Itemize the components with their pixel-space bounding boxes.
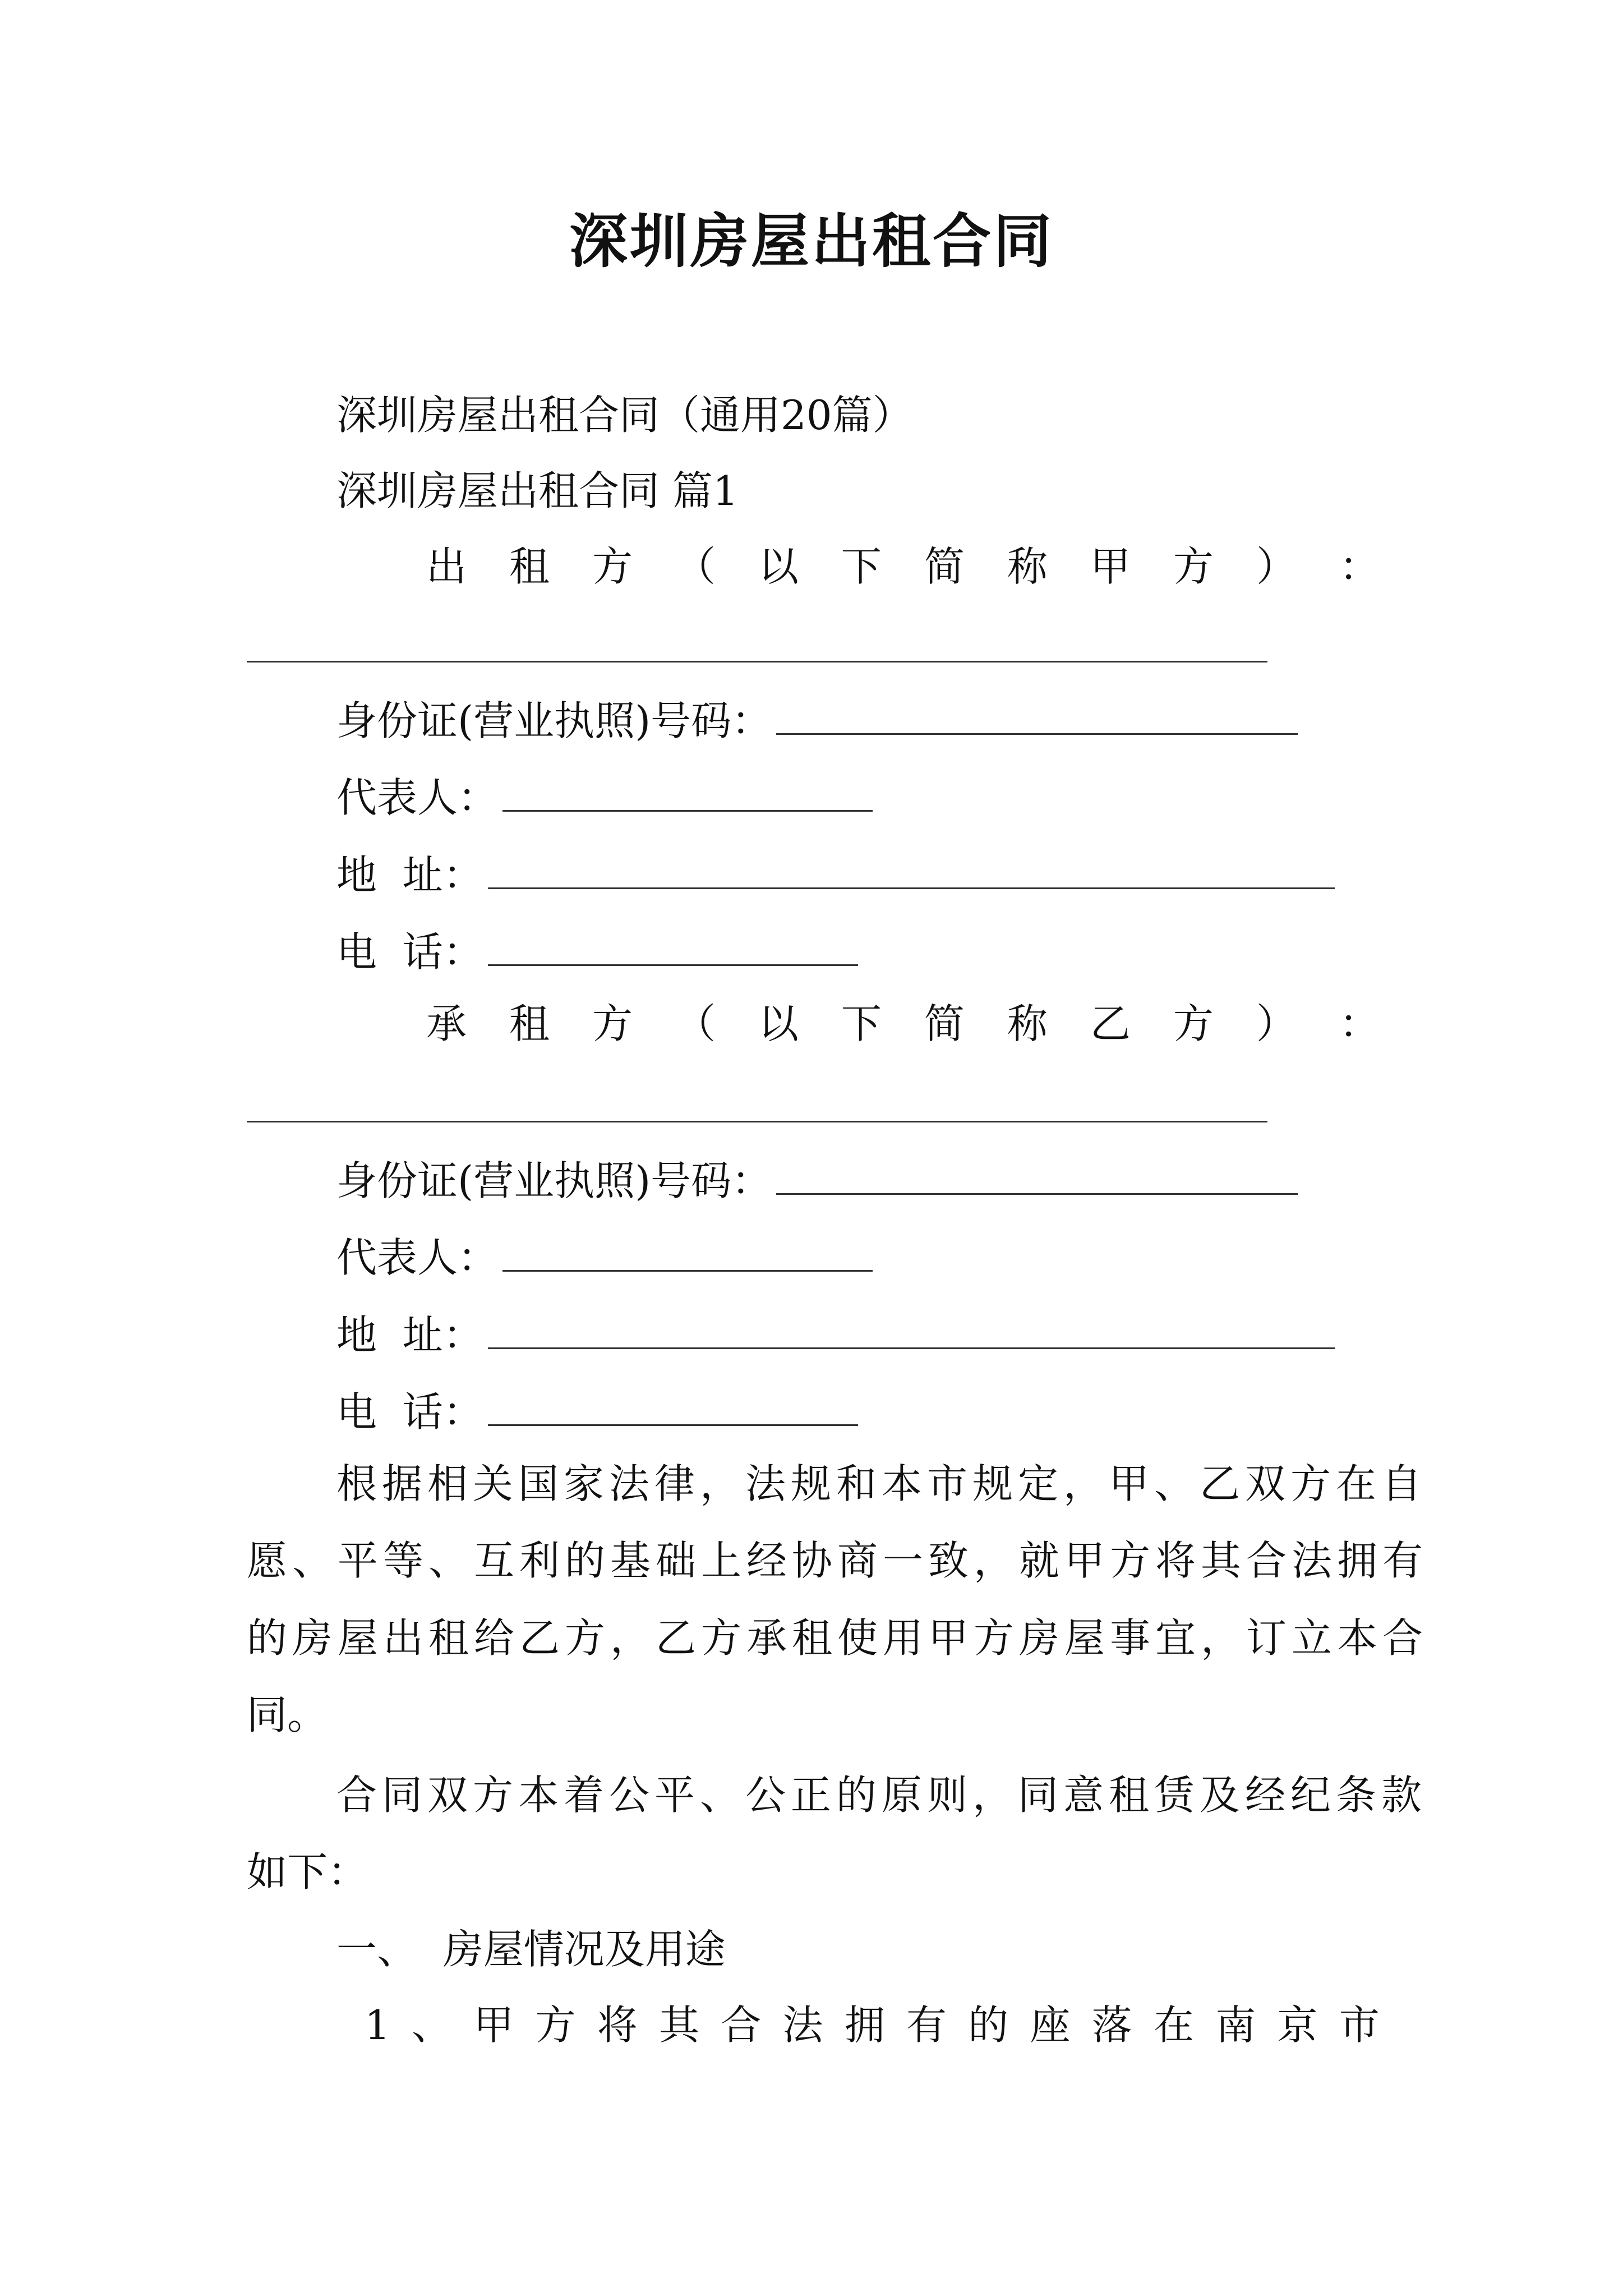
document-title: 深圳房屋出租合同 <box>569 206 1054 275</box>
lessee-label-char: ） <box>1256 1000 1297 1047</box>
document-subtitle: 深圳房屋出租合同（通用20篇） <box>336 392 913 439</box>
party-b-id-row <box>336 1153 1298 1209</box>
lessee-label-char: 简 <box>924 1000 965 1047</box>
party-b-id-blank <box>776 1158 1298 1195</box>
party-b-phone-blank <box>488 1389 858 1426</box>
lessee-label-char: ： <box>1339 1000 1380 1047</box>
clause1-item1 <box>365 1997 1380 2053</box>
clause1-item1-char: 落 <box>1091 2001 1132 2049</box>
clause1-item1-char: 拥 <box>844 2001 885 2049</box>
party-a-id-row <box>336 693 1298 749</box>
para1-line1: 根据相关国家法律，法规和本市规定，甲、乙双方在自 <box>336 1460 1427 1507</box>
lessee-label-char: 乙 <box>1090 1000 1131 1047</box>
party-b-rep-blank <box>502 1235 873 1272</box>
clause1-item1-char: 市 <box>1339 2001 1380 2049</box>
para2-line2: 如下： <box>247 1848 368 1895</box>
lessee-label-char: （ <box>675 1000 716 1047</box>
lessee-label-char: 下 <box>841 1000 882 1047</box>
lessee-label <box>426 996 1380 1052</box>
party-b-rep-label: 代表人： <box>336 1234 499 1281</box>
lessor-label-char: 以 <box>758 543 799 590</box>
party-a-rep-row <box>336 770 873 826</box>
para1-line2: 愿、平等、互利的基础上经协商一致，就甲方将其合法拥有 <box>247 1537 1428 1584</box>
party-a-phone-row <box>336 924 858 980</box>
clause1-heading: 一、 房屋情况及用途 <box>336 1926 726 1973</box>
party-a-phone-blank <box>488 930 858 966</box>
lessee-label-char: 承 <box>426 1000 467 1047</box>
party-a-rep-blank <box>502 775 873 812</box>
lessor-label-char: （ <box>675 543 716 590</box>
para2-line1: 合同双方本着公平、公正的原则，同意租赁及经纪条款 <box>336 1772 1427 1819</box>
party-b-id-label: 身份证(营业执照)号码： <box>336 1157 772 1204</box>
clause1-item1-char: 有 <box>906 2001 947 2049</box>
clause1-item1-char: 南 <box>1215 2001 1256 2049</box>
party-a-address-row <box>336 847 1335 903</box>
clause1-item1-char: 座 <box>1030 2001 1071 2049</box>
party-b-rep-row <box>336 1230 873 1286</box>
para1-line3: 的房屋出租给乙方，乙方承租使用甲方房屋事宜，订立本合 <box>247 1614 1428 1662</box>
clause1-item1-char: 在 <box>1154 2001 1195 2049</box>
lessor-label-char: 甲 <box>1090 543 1131 590</box>
lessor-label-char: 出 <box>426 543 467 590</box>
lessee-label-char: 方 <box>592 1000 633 1047</box>
party-b-address-blank <box>488 1313 1335 1349</box>
clause1-item1-char: 法 <box>782 2001 823 2049</box>
clause1-item1-char: 的 <box>968 2001 1009 2049</box>
lessee-label-char: 称 <box>1007 1000 1048 1047</box>
lessor-label-char: 简 <box>924 543 965 590</box>
clause1-item1-char: 京 <box>1277 2001 1318 2049</box>
clause1-item1-char: 、 <box>412 2001 453 2049</box>
para1-line4: 同。 <box>247 1691 328 1738</box>
lessor-label-char: 称 <box>1007 543 1048 590</box>
party-a-rep-label: 代表人： <box>336 774 499 821</box>
clause1-item1-char: 其 <box>659 2001 700 2049</box>
party-a-id-blank <box>776 698 1298 735</box>
lessee-label-char: 租 <box>509 1000 550 1047</box>
lessor-name-blank <box>247 661 1267 662</box>
clause1-item1-char: 将 <box>597 2001 638 2049</box>
lessor-label-char: ） <box>1256 543 1297 590</box>
lessor-label-char: 方 <box>1173 543 1214 590</box>
lessee-name-blank <box>247 1121 1267 1122</box>
party-a-phone-label: 电 话： <box>336 928 483 976</box>
party-b-phone-label: 电 话： <box>336 1388 483 1435</box>
lessor-label <box>426 539 1380 595</box>
party-a-address-label: 地 址： <box>336 852 483 899</box>
lessor-label-char: 方 <box>592 543 633 590</box>
lessor-label-char: 下 <box>841 543 882 590</box>
lessor-label-char: ： <box>1339 543 1380 590</box>
clause1-item1-char: 1 <box>365 2001 390 2049</box>
party-b-address-row <box>336 1307 1335 1363</box>
lessee-label-char: 方 <box>1173 1000 1214 1047</box>
party-b-phone-row <box>336 1384 858 1440</box>
party-a-address-blank <box>488 853 1335 889</box>
section-heading: 深圳房屋出租合同 篇1 <box>336 467 739 514</box>
lessor-label-char: 租 <box>509 543 550 590</box>
lessee-label-char: 以 <box>758 1000 799 1047</box>
party-b-address-label: 地 址： <box>336 1312 483 1359</box>
clause1-item1-char: 甲 <box>473 2001 514 2049</box>
clause1-item1-char: 合 <box>721 2001 762 2049</box>
clause1-item1-char: 方 <box>535 2001 576 2049</box>
party-a-id-label: 身份证(营业执照)号码： <box>336 697 772 744</box>
